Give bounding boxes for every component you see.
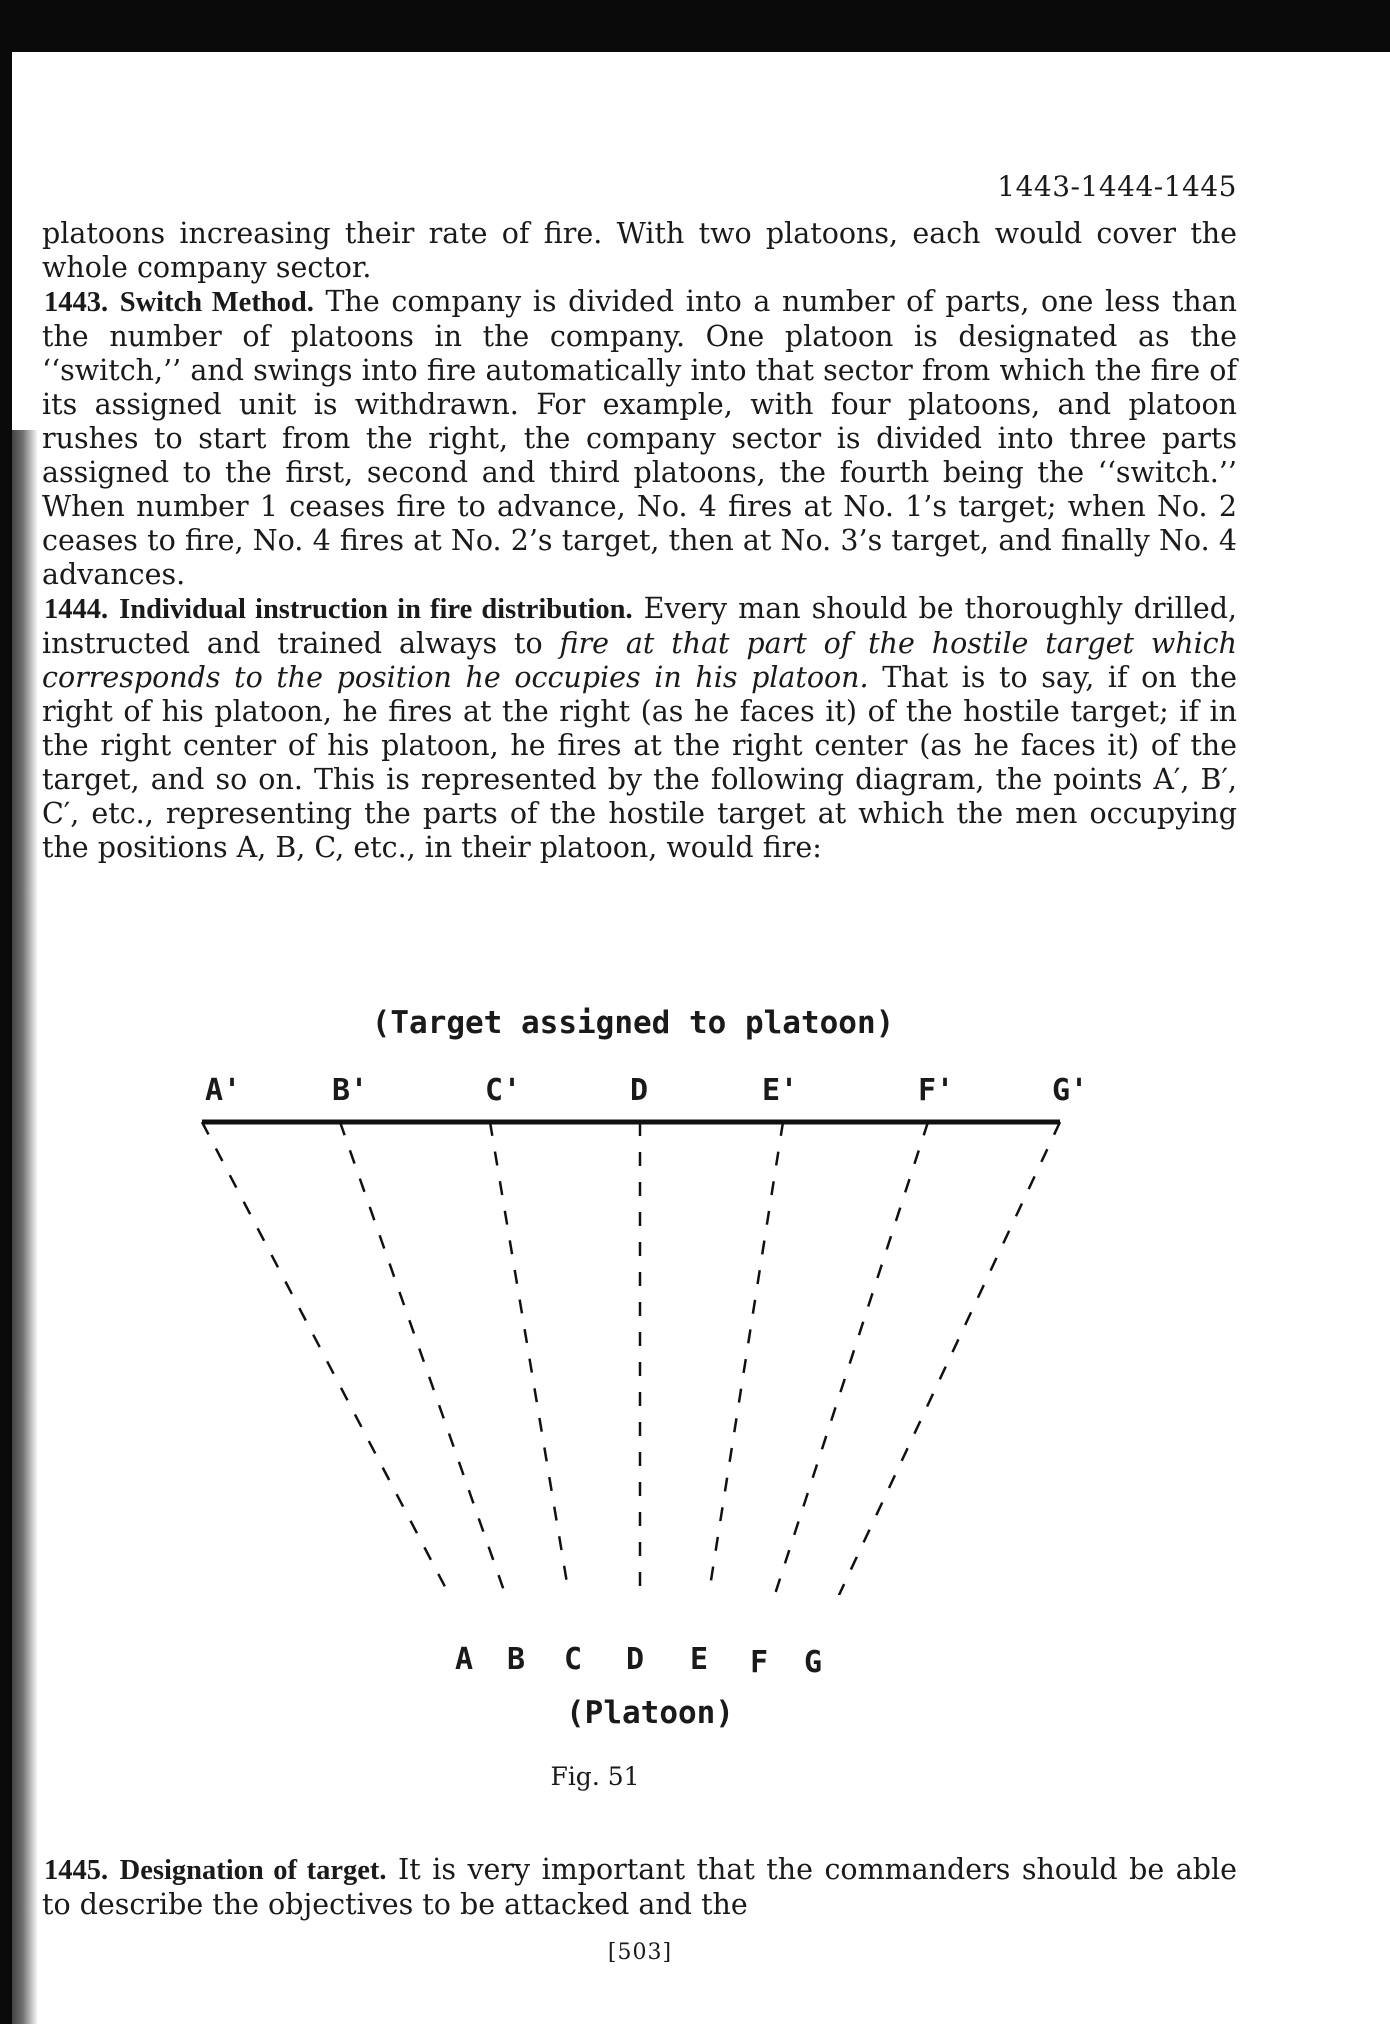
section-body-start: Every man should be thoroughly drilled, instructed and trained always to	[42, 592, 1237, 660]
target-label-e: E'	[762, 1073, 799, 1108]
paragraph-continuation: platoons increasing their rate of fire. With two platoons, each would cover the whole company sector.	[42, 217, 1237, 284]
section-body-italic: fire at that part of the hostile target which corresponds to the position he occupies in his platoon.	[42, 627, 1237, 694]
position-label-b: B	[507, 1642, 526, 1677]
fire-line-f	[765, 1122, 928, 1595]
target-label-b: B'	[332, 1073, 369, 1108]
section-number: 1445.	[44, 1855, 109, 1886]
paragraph-1443	[42, 285, 1237, 592]
platoon-caption: (Platoon)	[566, 1695, 734, 1731]
fire-line-c	[490, 1122, 574, 1595]
position-label-c: C	[564, 1642, 583, 1677]
section-title: Switch Method.	[119, 287, 314, 318]
section-title: Designation of target.	[119, 1855, 387, 1886]
diagram-lines	[180, 995, 1120, 1595]
position-label-e: E	[690, 1642, 709, 1677]
paragraph-1445	[42, 1853, 1237, 1922]
scan-binding-shadow	[12, 430, 38, 2024]
fire-distribution-diagram	[180, 995, 1120, 1731]
paragraph-1444	[42, 592, 1237, 865]
footer-page-number: [503]	[607, 1940, 673, 1965]
paragraph-1445-text	[42, 1853, 1237, 1922]
page-header-number: 1443-1444-1445	[997, 170, 1237, 203]
section-body-end: That is to say, if on the right of his platoon, he fires at the right (as he faces it) of the hostile target; if in the right center of his platoon, he fires at the right center (as he faces it) of the target, and so on. This is represented by the following diagram, the points A′, B′, C′, etc., representing the parts of the hostile target at which the men occupying the positions A, B, C, etc., in their platoon, would fire:	[42, 661, 1237, 864]
target-label-d: D	[630, 1073, 649, 1108]
section-number: 1444.	[44, 594, 109, 625]
fire-line-a	[202, 1122, 465, 1595]
fire-line-g	[825, 1122, 1060, 1595]
figure-number: Fig. 51	[550, 1762, 640, 1791]
target-label-c: C'	[485, 1073, 522, 1108]
section-body: The company is divided into a number of parts, one less than the number of platoons in the company. One platoon is designated as the ‘‘switch,’’ and swings into fire automatically into that sector from which the fire of its assigned unit is withdrawn. For example, with four platoons, and platoon rushes to start from the right, the company sector is divided into three parts assigned to the first, second and third platoons, the fourth being the ‘‘switch.’’ When number 1 ceases fire to advance, No. 4 fires at No. 1’s target; when No. 2 ceases to fire, No. 4 fires at No. 2’s target, then at No. 3’s target, and finally No. 4 advances.	[42, 285, 1238, 591]
section-title: Individual instruction in fire distribution.	[119, 594, 633, 625]
target-label-a: A'	[205, 1073, 242, 1108]
position-label-a: A	[455, 1642, 474, 1677]
section-body: It is very important that the commanders should be able to describe the objectives to be attacked and the	[42, 1853, 1237, 1921]
position-label-f: F	[750, 1645, 769, 1680]
main-text	[42, 217, 1237, 865]
position-label-g: G	[804, 1645, 823, 1680]
target-label-g: G'	[1052, 1073, 1089, 1108]
diagram-title: (Target assigned to platoon)	[371, 1005, 895, 1041]
scan-top-border	[0, 0, 1390, 52]
fire-line-e	[704, 1122, 783, 1595]
section-number: 1443.	[44, 287, 109, 318]
fire-line-b	[340, 1122, 516, 1595]
target-label-f: F'	[918, 1073, 955, 1108]
position-label-d: D	[626, 1642, 645, 1677]
scan-left-border	[0, 52, 12, 2024]
